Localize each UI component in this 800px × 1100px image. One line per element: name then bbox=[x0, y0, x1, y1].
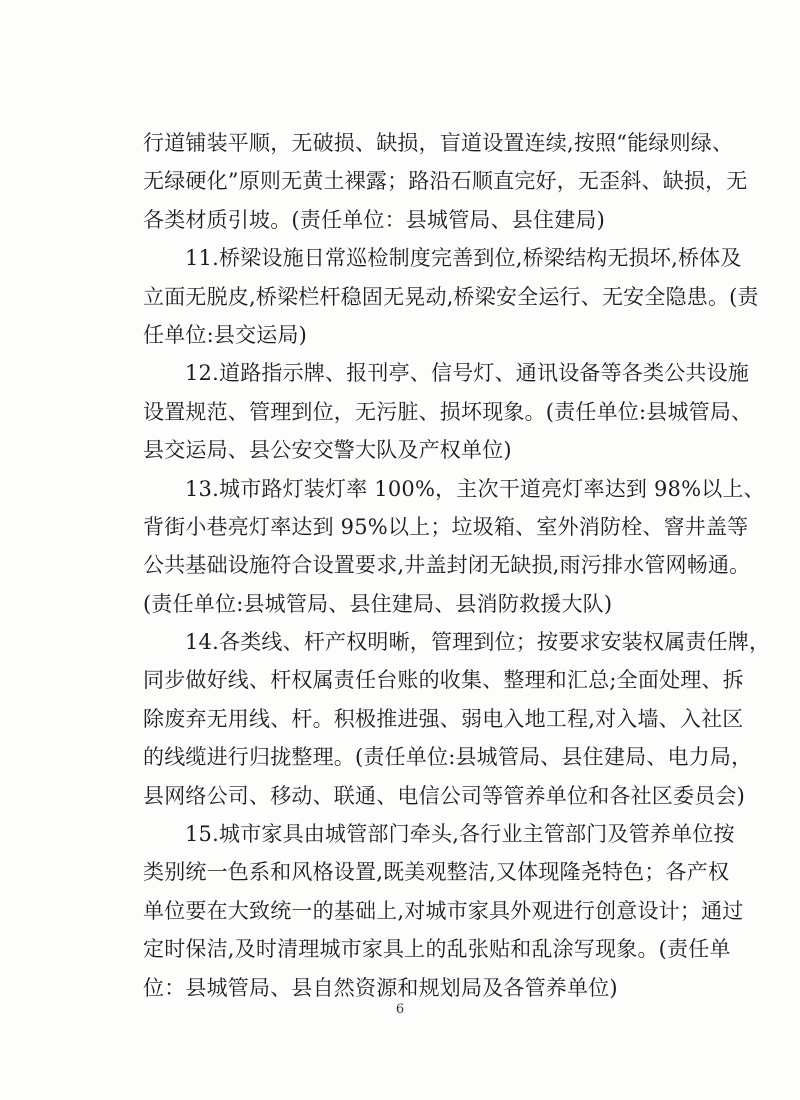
text-line: 任单位:县交运局) bbox=[143, 322, 308, 347]
text-line: 同步做好线、杆权属责任台账的收集、整理和汇总;全面处理、拆 bbox=[143, 668, 744, 693]
text-line: 县网络公司、移动、联通、电信公司等管养单位和各社区委员会) bbox=[143, 783, 745, 808]
document-body bbox=[143, 124, 771, 1007]
text-line: 县交运局、县公安交警大队及产权单位) bbox=[143, 438, 512, 463]
paragraph-15-start: 15.城市家具由城管部门牵头,各行业主管部门及管养单位按 bbox=[185, 822, 735, 847]
paragraph-13-start: 13.城市路灯装灯率 100%，主次干道亮灯率达到 98%以上、 bbox=[185, 476, 765, 501]
text-line: 无绿硬化”原则无黄土裸露；路沿石顺直完好，无歪斜、缺损，无 bbox=[143, 169, 748, 194]
paragraph-12-start: 12.道路指示牌、报刊亭、信号灯、通讯设备等各类公共设施 bbox=[185, 361, 749, 386]
text-line: 行道铺装平顺，无破损、缺损，盲道设置连续,按照“能绿则绿、 bbox=[143, 131, 734, 155]
text-line: 定时保洁,及时清理城市家具上的乱张贴和乱涂写现象。(责任单 bbox=[143, 937, 731, 962]
text-line: 位：县城管局、县自然资源和规划局及各管养单位) bbox=[143, 975, 618, 1000]
text-line: 各类材质引坡。(责任单位：县城管局、县住建局) bbox=[143, 207, 605, 232]
text-line: 立面无脱皮,桥梁栏杆稳固无晃动,桥梁安全运行、无安全隐患。(责 bbox=[143, 284, 759, 309]
paragraph-11-start: 11.桥梁设施日常巡检制度完善到位,桥梁结构无损坏,桥体及 bbox=[185, 246, 742, 271]
paragraph-14-start: 14.各类线、杆产权明晰，管理到位；按要求安装权属责任牌， bbox=[185, 630, 771, 655]
page-number: 6 bbox=[395, 1002, 405, 1017]
text-line: 公共基础设施符合设置要求,井盖封闭无缺损,雨污排水管网畅通。 bbox=[143, 553, 751, 578]
text-line: 单位要在大致统一的基础上,对城市家具外观进行创意设计；通过 bbox=[143, 898, 744, 923]
text-line: (责任单位:县城管局、县住建局、县消防救援大队) bbox=[143, 591, 613, 616]
text-line: 背街小巷亮灯率达到 95%以上；垃圾箱、室外消防栓、窨井盖等 bbox=[143, 514, 749, 539]
text-line: 除废弃无用线、杆。积极推进强、弱电入地工程,对入墙、入社区 bbox=[143, 706, 744, 731]
text-line: 类别统一色系和风格设置,既美观整洁,又体现隆尧特色；各产权 bbox=[143, 860, 730, 885]
text-line: 的线缆进行归拢整理。(责任单位:县城管局、县住建局、电力局， bbox=[143, 745, 753, 770]
text-line: 设置规范、管理到位，无污脏、损坏现象。(责任单位:县城管局、 bbox=[143, 399, 753, 424]
